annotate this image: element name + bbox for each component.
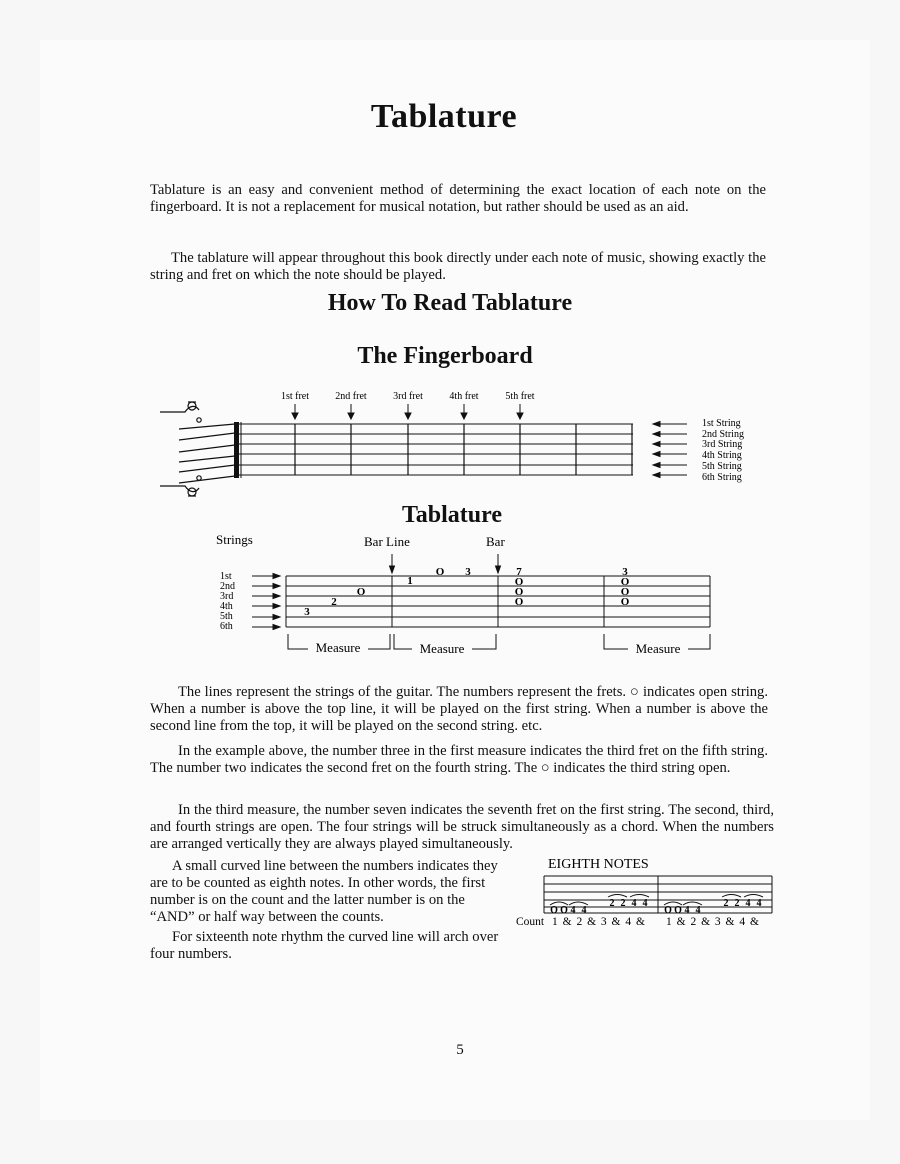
measure-label-1: Measure xyxy=(315,640,361,655)
tab-note: 1 xyxy=(407,575,413,587)
fret-label-3: 3rd fret xyxy=(393,391,423,402)
page-number: 5 xyxy=(456,1042,464,1058)
fingerboard-diagram xyxy=(155,382,775,510)
svg-text:4th: 4th xyxy=(220,601,233,612)
fingerboard-strings xyxy=(239,424,633,475)
tab-note: O xyxy=(514,586,524,598)
svg-text:O: O xyxy=(560,905,568,916)
measure-label-2: Measure xyxy=(419,641,465,656)
how-to-heading: How To Read Tablature xyxy=(327,290,573,316)
string-label-3: 3rd String xyxy=(702,439,743,450)
body-paragraph-1: The lines represent the strings of the guitar. The numbers represent the frets. ○ indicates open string. When a number is above the top line, it will be played on the first string. When a number is above the second line from the top, it will be played on the second string. etc. xyxy=(150,684,768,734)
string-label-5: 5th String xyxy=(702,461,742,472)
tab-note: O xyxy=(620,596,630,608)
body-paragraph-5: For sixteenth note rhythm the curved line will arch over four numbers. xyxy=(150,929,499,962)
svg-text:6th: 6th xyxy=(220,621,233,632)
measure-label-3: Measure xyxy=(635,641,681,656)
fret-arrows xyxy=(292,404,523,419)
svg-text:4: 4 xyxy=(570,905,576,916)
tab-note: 2 xyxy=(331,596,337,608)
count-text-1: 1 & 2 & 3 & 4 & xyxy=(552,916,645,928)
fret-lines xyxy=(295,424,632,475)
svg-text:3rd: 3rd xyxy=(220,591,234,602)
svg-text:4: 4 xyxy=(631,898,637,909)
string-arrows xyxy=(653,422,687,478)
svg-text:4: 4 xyxy=(756,898,762,909)
nut xyxy=(234,422,239,478)
tab-note: 3 xyxy=(622,566,628,578)
fret-label-2: 2nd fret xyxy=(335,391,367,402)
tab-note: 3 xyxy=(304,606,310,618)
fret-label-1: 1st fret xyxy=(280,391,310,402)
bar-label: Bar xyxy=(486,534,505,549)
body-paragraph-3: In the third measure, the number seven indicates the seventh fret on the first string. The second, third, and fourth strings are open. The four strings will be struck simultaneously as a chord. When the numbers are arranged vertically they are always played simultaneously. xyxy=(150,802,774,852)
strings-label: Strings xyxy=(216,532,253,547)
svg-text:2: 2 xyxy=(734,898,740,909)
tab-numbers xyxy=(304,566,629,618)
page-title: Tablature xyxy=(370,98,518,135)
tab-string-arrows xyxy=(252,574,280,630)
svg-text:4: 4 xyxy=(745,898,751,909)
body-paragraph-4: A small curved line between the numbers indicates they are to be counted as eighth notes. In other words, the first number is on the count and the latter number is on the “AND” or half way between the counts. xyxy=(150,858,498,925)
svg-text:4: 4 xyxy=(642,898,648,909)
svg-text:5th: 5th xyxy=(220,611,233,622)
svg-text:2: 2 xyxy=(723,898,729,909)
svg-text:O: O xyxy=(664,905,672,916)
svg-text:4: 4 xyxy=(684,905,690,916)
svg-text:4: 4 xyxy=(695,905,701,916)
tablature-example-diagram xyxy=(210,528,730,660)
headstock xyxy=(160,402,235,496)
svg-text:2nd: 2nd xyxy=(220,581,235,592)
svg-text:2: 2 xyxy=(609,898,615,909)
tab-note: O xyxy=(356,586,366,598)
bar-line-label: Bar Line xyxy=(364,534,410,549)
tab-string-names xyxy=(220,571,235,632)
svg-text:2: 2 xyxy=(620,898,626,909)
body-paragraph-2: In the example above, the number three in the first measure indicates the third fret on the fifth string. The number two indicates the second fret on the fourth string. The ○ indicates the third string open. xyxy=(150,743,768,776)
count-label: Count xyxy=(516,916,545,928)
tab-staff xyxy=(286,576,710,627)
string-label-6: 6th String xyxy=(702,472,742,483)
svg-text:O: O xyxy=(550,905,558,916)
string-label-1: 1st String xyxy=(702,418,741,429)
count-text-2: 1 & 2 & 3 & 4 & xyxy=(666,916,759,928)
string-label-4: 4th String xyxy=(702,450,742,461)
intro-paragraph-2: The tablature will appear throughout this book directly under each note of music, showing exactly the string and fret on which the note should be played. xyxy=(150,250,766,283)
intro-paragraph-1: Tablature is an easy and convenient method of determining the exact location of each note on the fingerboard. It is not a replacement for musical notation, but rather should be used as an aid. xyxy=(150,182,766,215)
svg-text:1st: 1st xyxy=(220,571,232,582)
eighth-notes-heading: EIGHTH NOTES xyxy=(548,857,649,872)
tab-note: O xyxy=(620,586,630,598)
svg-text:4: 4 xyxy=(581,905,587,916)
tab-note: 3 xyxy=(465,566,471,578)
string-label-2: 2nd String xyxy=(702,429,744,440)
svg-text:O: O xyxy=(674,905,682,916)
string-labels xyxy=(702,418,744,483)
tab-note: O xyxy=(620,576,630,588)
tablature-heading: Tablature xyxy=(401,502,503,528)
tab-note: 7 xyxy=(516,566,522,578)
tab-note: O xyxy=(514,576,524,588)
tab-note: O xyxy=(514,596,524,608)
fret-label-5: 5th fret xyxy=(505,391,535,402)
eighth-notes-example xyxy=(510,852,780,934)
tab-note: O xyxy=(435,566,445,578)
fret-label-4: 4th fret xyxy=(449,391,479,402)
fingerboard-heading: The Fingerboard xyxy=(357,343,533,369)
